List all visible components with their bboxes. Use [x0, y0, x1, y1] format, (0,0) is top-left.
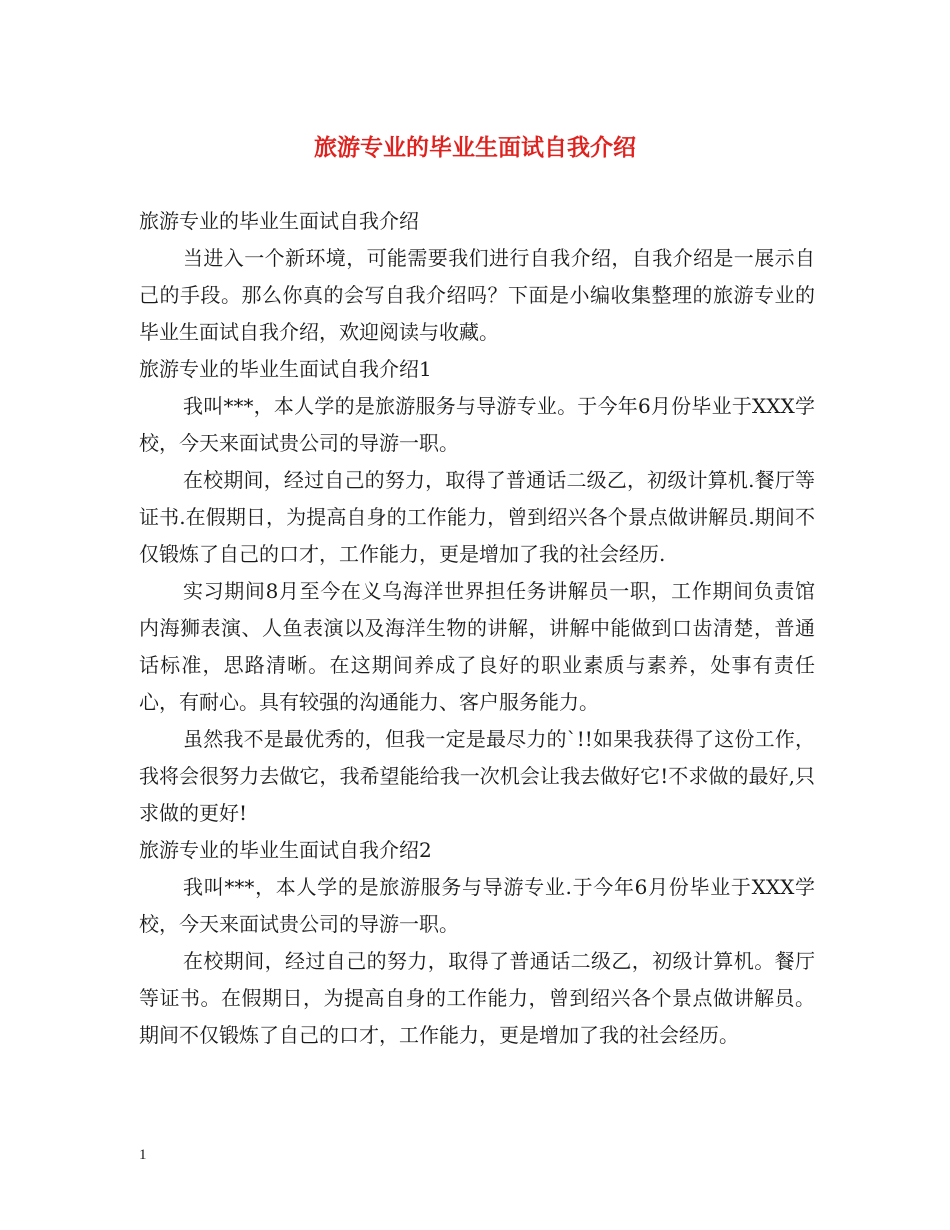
document-body	[139, 203, 815, 1054]
paragraph: 在校期间，经过自己的努力，取得了普通话二级乙，初级计算机。餐厅等证书。在假期日，为提高自身的工作能力，曾到绍兴各个景点做讲解员。期间不仅锻炼了自己的口才，工作能力，更是增加了我的社会经历。	[139, 949, 815, 1047]
paragraph: 在校期间，经过自己的努力，取得了普通话二级乙，初级计算机.餐厅等证书.在假期日，为提高自身的工作能力，曾到绍兴各个景点做讲解员.期间不仅锻炼了自己的口才，工作能力，更是增加了我的社会经历.	[139, 468, 815, 566]
paragraph: 虽然我不是最优秀的，但我一定是最尽力的`!!如果我获得了这份工作，我将会很努力去做它，我希望能给我一次机会让我去做好它!不求做的最好,只求做的更好!	[139, 727, 815, 825]
paragraph: 我叫***，本人学的是旅游服务与导游专业.于今年6月份毕业于XXX学校，今天来面试贵公司的导游一职。	[139, 875, 815, 936]
paragraph-heading-intro: 旅游专业的毕业生面试自我介绍	[139, 209, 419, 233]
page-number: 1	[139, 1147, 147, 1163]
section-heading-1: 旅游专业的毕业生面试自我介绍1	[139, 357, 432, 381]
paragraph: 实习期间8月至今在义乌海洋世界担任务讲解员一职，工作期间负责馆内海狮表演、人鱼表演以及海洋生物的讲解，讲解中能做到口齿清楚，普通话标准，思路清晰。在这期间养成了良好的职业素质与素养，处事有责任心，有耐心。具有较强的沟通能力、客户服务能力。	[139, 579, 815, 714]
paragraph: 当进入一个新环境，可能需要我们进行自我介绍，自我介绍是一展示自己的手段。那么你真的会写自我介绍吗？下面是小编收集整理的旅游专业的毕业生面试自我介绍，欢迎阅读与收藏。	[139, 246, 815, 344]
document-title: 旅游专业的毕业生面试自我介绍	[314, 134, 636, 161]
paragraph: 我叫***，本人学的是旅游服务与导游专业。于今年6月份毕业于XXX学校，今天来面试贵公司的导游一职。	[139, 394, 815, 455]
section-heading-2: 旅游专业的毕业生面试自我介绍2	[139, 838, 432, 862]
